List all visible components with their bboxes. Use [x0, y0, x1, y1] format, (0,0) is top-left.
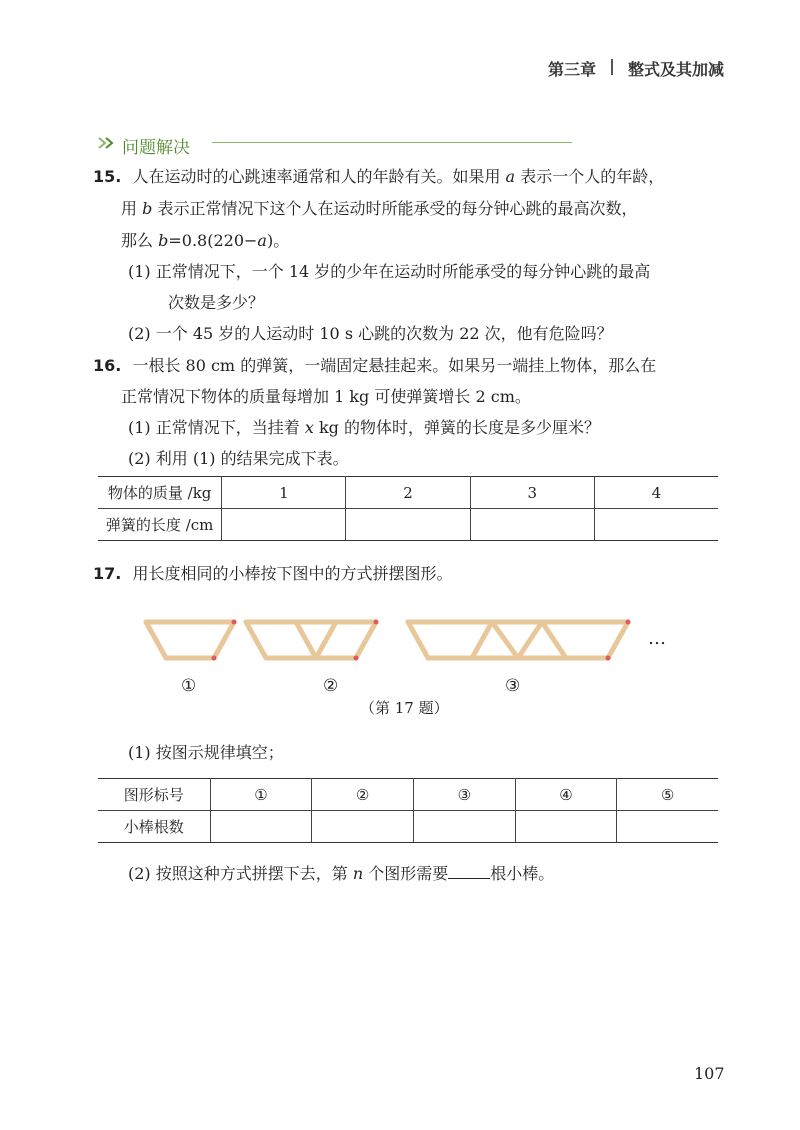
- q15-line1: 15. 人在运动时的心跳速率通常和人的年龄有关。如果用 a 表示一个人的年龄，: [93, 167, 665, 186]
- q16-line1: 16. 一根长 80 cm 的弹簧，一端固定悬挂起来。如果另一端挂上物体，那么在: [93, 356, 657, 375]
- figure-1: [146, 620, 237, 661]
- q15-sub1: (1) 正常情况下，一个 14 岁的少年在运动时所能承受的每分钟心跳的最高: [128, 262, 651, 281]
- table-cell: 4: [594, 477, 718, 509]
- q15-sub1-cont: 次数是多少？: [168, 293, 265, 312]
- figure-3: [408, 620, 631, 661]
- figure-caption: （第 17 题）: [360, 699, 449, 717]
- answer-cell[interactable]: [312, 811, 414, 843]
- table-row: [98, 477, 718, 509]
- chapter-label: 第三章: [548, 60, 597, 79]
- table-cell: 3: [470, 477, 594, 509]
- q15-line2: 用 b 表示正常情况下这个人在运动时所能承受的每分钟心跳的最高次数，: [121, 199, 638, 218]
- q15-sub2: (2) 一个 45 岁的人运动时 10 s 心跳的次数为 22 次，他有危险吗？: [128, 324, 613, 343]
- answer-cell[interactable]: [617, 811, 718, 843]
- answer-cell[interactable]: [222, 509, 346, 541]
- answer-cell[interactable]: [346, 509, 470, 541]
- q17-sub2: (2) 按照这种方式拼摆下去，第 n 个图形需要 根小棒。: [128, 860, 554, 885]
- chevron-right-icon: [96, 135, 116, 151]
- table-cell: 2: [346, 477, 470, 509]
- answer-cell[interactable]: [470, 509, 594, 541]
- answer-cell[interactable]: [515, 811, 617, 843]
- q16-sub2: (2) 利用 (1) 的结果完成下表。: [128, 449, 349, 468]
- table-cell: ④: [515, 779, 617, 811]
- table-cell: ①: [210, 779, 312, 811]
- table-header-mass: 物体的质量 /kg: [98, 477, 222, 509]
- matchstick-figure: [130, 610, 650, 670]
- q16-line2: 正常情况下物体的质量每增加 1 kg 可使弹簧增长 2 cm。: [121, 387, 531, 406]
- table-cell: ⑤: [617, 779, 718, 811]
- table-header-length: 弹簧的长度 /cm: [98, 509, 222, 541]
- q17-number: 17.: [93, 564, 122, 583]
- ellipsis: …: [648, 628, 668, 649]
- answer-blank[interactable]: [448, 860, 490, 879]
- figure-2: [246, 620, 379, 661]
- table-row: [98, 779, 718, 811]
- q16-sub1: (1) 正常情况下，当挂着 x kg 的物体时，弹簧的长度是多少厘米？: [128, 418, 601, 437]
- table-header-figure: 图形标号: [98, 779, 210, 811]
- chapter-title: 整式及其加减: [628, 60, 725, 79]
- answer-cell[interactable]: [594, 509, 718, 541]
- header-divider: [611, 59, 613, 75]
- section-divider: [212, 142, 572, 143]
- table-cell: 1: [222, 477, 346, 509]
- answer-cell[interactable]: [413, 811, 515, 843]
- answer-cell[interactable]: [210, 811, 312, 843]
- figure-label-3: ③: [505, 676, 521, 696]
- q16-number: 16.: [93, 356, 122, 375]
- q17-line1: 17. 用长度相同的小棒按下图中的方式拼摆图形。: [93, 564, 453, 583]
- q15-number: 15.: [93, 167, 122, 186]
- table-cell: ②: [312, 779, 414, 811]
- figure-label-2: ②: [323, 676, 339, 696]
- q15-formula: 那么 b=0.8(220−a)。: [121, 231, 290, 250]
- section-title: 问题解决: [122, 138, 190, 158]
- table-row: [98, 509, 718, 541]
- page-number: 107: [694, 1064, 725, 1083]
- stick-count-table: [98, 778, 718, 843]
- table-cell: ③: [413, 779, 515, 811]
- figure-label-1: ①: [181, 676, 197, 696]
- spring-table: [98, 476, 718, 541]
- table-row: [98, 811, 718, 843]
- table-header-count: 小棒根数: [98, 811, 210, 843]
- q17-sub1: (1) 按图示规律填空；: [128, 743, 284, 762]
